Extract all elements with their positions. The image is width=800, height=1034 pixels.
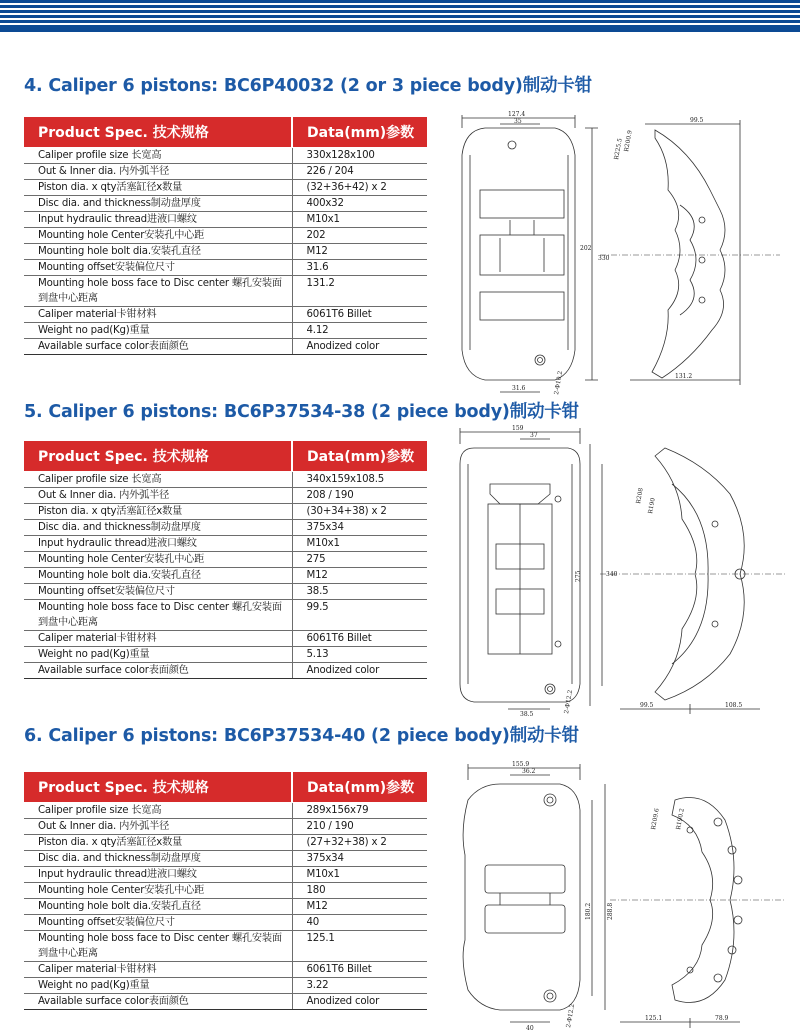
spec-value: 375x34 xyxy=(292,520,427,536)
spec-label: Mounting offset安装偏位尺寸 xyxy=(24,260,292,276)
dim-label: 108.5 xyxy=(725,702,743,709)
table-row xyxy=(24,568,427,584)
spec-label: Mounting hole boss face to Disc center 螺孔安装面到盘中心距离 xyxy=(24,931,292,962)
spec-label: Available surface color表面颜色 xyxy=(24,994,292,1010)
dim-label: 99.5 xyxy=(690,117,704,124)
spec-value: 6061T6 Billet xyxy=(292,962,427,978)
spec-label: Mounting hole Center安装孔中心距 xyxy=(24,883,292,899)
spec-label: Piston dia. x qty活塞缸径x数量 xyxy=(24,835,292,851)
table-row xyxy=(24,276,427,307)
technical-drawing xyxy=(440,110,795,400)
table-row xyxy=(24,520,427,536)
spec-label: Disc dia. and thickness制动盘厚度 xyxy=(24,520,292,536)
table-row xyxy=(24,803,427,819)
dim-label: R200.9 xyxy=(623,129,634,153)
spec-header: Product Spec. 技术规格 xyxy=(24,117,292,148)
spec-label: Available surface color表面颜色 xyxy=(24,339,292,355)
spec-label: Input hydraulic thread进液口螺纹 xyxy=(24,212,292,228)
table-row xyxy=(24,536,427,552)
spec-value: 400x32 xyxy=(292,196,427,212)
table-row xyxy=(24,228,427,244)
dim-label: 159 xyxy=(512,425,524,432)
dim-label: 78.9 xyxy=(715,1015,729,1022)
spec-table-header xyxy=(24,441,427,472)
dim-label: 125.1 xyxy=(645,1015,663,1022)
spec-label: Caliper material卡钳材料 xyxy=(24,307,292,323)
table-row xyxy=(24,962,427,978)
spec-label: Piston dia. x qty活塞缸径x数量 xyxy=(24,180,292,196)
data-header: Data(mm)参数 xyxy=(292,772,427,803)
spec-table-header xyxy=(24,772,427,803)
table-row xyxy=(24,978,427,994)
spec-value: Anodized color xyxy=(292,994,427,1010)
spec-label: Out & Inner dia. 内外弧半径 xyxy=(24,488,292,504)
spec-value: 180 xyxy=(292,883,427,899)
spec-header: Product Spec. 技术规格 xyxy=(24,441,292,472)
spec-table xyxy=(24,441,427,679)
dim-label: R190 xyxy=(647,497,657,515)
dim-label: 131.2 xyxy=(675,373,693,380)
spec-label: Out & Inner dia. 内外弧半径 xyxy=(24,164,292,180)
technical-drawing xyxy=(440,424,795,719)
dim-label: 40 xyxy=(526,1025,534,1032)
spec-label: Out & Inner dia. 内外弧半径 xyxy=(24,819,292,835)
spec-label: Mounting hole bolt dia.安装孔直径 xyxy=(24,899,292,915)
spec-value: 99.5 xyxy=(292,600,427,631)
spec-label: Mounting hole boss face to Disc center 螺孔安装面到盘中心距离 xyxy=(24,276,292,307)
table-row xyxy=(24,504,427,520)
table-row xyxy=(24,244,427,260)
spec-value: 202 xyxy=(292,228,427,244)
dim-label: 127.4 xyxy=(508,111,526,118)
spec-label: Disc dia. and thickness制动盘厚度 xyxy=(24,851,292,867)
spec-table-header xyxy=(24,117,427,148)
spec-label: Input hydraulic thread进液口螺纹 xyxy=(24,536,292,552)
spec-label: Input hydraulic thread进液口螺纹 xyxy=(24,867,292,883)
spec-label: Weight no pad(Kg)重量 xyxy=(24,323,292,339)
spec-value: M12 xyxy=(292,899,427,915)
table-row xyxy=(24,600,427,631)
data-header: Data(mm)参数 xyxy=(292,117,427,148)
spec-label: Disc dia. and thickness制动盘厚度 xyxy=(24,196,292,212)
table-row xyxy=(24,915,427,931)
dim-label: 288.8 xyxy=(607,902,614,920)
top-header-bar xyxy=(0,0,800,30)
table-row xyxy=(24,307,427,323)
dim-label: R225.5 xyxy=(613,137,624,161)
spec-value: 226 / 204 xyxy=(292,164,427,180)
table-row xyxy=(24,212,427,228)
table-row xyxy=(24,260,427,276)
table-row xyxy=(24,883,427,899)
dim-label: 35 xyxy=(514,118,522,125)
table-row xyxy=(24,584,427,600)
spec-header: Product Spec. 技术规格 xyxy=(24,772,292,803)
spec-value: 38.5 xyxy=(292,584,427,600)
table-row xyxy=(24,631,427,647)
spec-label: Caliper material卡钳材料 xyxy=(24,631,292,647)
data-header: Data(mm)参数 xyxy=(292,441,427,472)
technical-drawing xyxy=(440,760,795,1032)
section-title: 5. Caliper 6 pistons: BC6P37534-38 (2 piece body)制动卡钳 xyxy=(24,402,579,422)
spec-label: Caliper profile size 长宽高 xyxy=(24,472,292,488)
spec-label: Mounting offset安装偏位尺寸 xyxy=(24,584,292,600)
dim-label: 202 xyxy=(580,245,592,252)
spec-value: 3.22 xyxy=(292,978,427,994)
spec-label: Available surface color表面颜色 xyxy=(24,663,292,679)
table-row xyxy=(24,867,427,883)
caliper-drawing xyxy=(440,110,795,400)
table-row xyxy=(24,851,427,867)
spec-value: M10x1 xyxy=(292,867,427,883)
spec-table xyxy=(24,117,427,355)
spec-value: 375x34 xyxy=(292,851,427,867)
table-row xyxy=(24,323,427,339)
spec-value: 275 xyxy=(292,552,427,568)
spec-label: Mounting offset安装偏位尺寸 xyxy=(24,915,292,931)
dim-label: 31.6 xyxy=(512,385,526,392)
spec-label: Weight no pad(Kg)重量 xyxy=(24,647,292,663)
spec-label: Piston dia. x qty活塞缸径x数量 xyxy=(24,504,292,520)
spec-label: Mounting hole Center安装孔中心距 xyxy=(24,552,292,568)
dim-label: 38.5 xyxy=(520,711,534,718)
spec-value: M10x1 xyxy=(292,212,427,228)
table-row xyxy=(24,835,427,851)
section-title: 6. Caliper 6 pistons: BC6P37534-40 (2 piece body)制动卡钳 xyxy=(24,726,579,746)
dimension-labels xyxy=(508,111,704,395)
spec-value: 131.2 xyxy=(292,276,427,307)
spec-value: 208 / 190 xyxy=(292,488,427,504)
table-row xyxy=(24,488,427,504)
dim-label: 2-Φ12.2 xyxy=(563,689,575,715)
dim-label: 330 xyxy=(598,255,610,262)
spec-value: 5.13 xyxy=(292,647,427,663)
table-row xyxy=(24,931,427,962)
spec-value: M10x1 xyxy=(292,536,427,552)
spec-value: M12 xyxy=(292,244,427,260)
dim-label: 36.2 xyxy=(522,768,536,775)
spec-value: 340x159x108.5 xyxy=(292,472,427,488)
spec-label: Mounting hole boss face to Disc center 螺孔安装面到盘中心距离 xyxy=(24,600,292,631)
section-title: 4. Caliper 6 pistons: BC6P40032 (2 or 3 piece body)制动卡钳 xyxy=(24,76,592,96)
table-row xyxy=(24,148,427,164)
table-row xyxy=(24,994,427,1010)
spec-value: 6061T6 Billet xyxy=(292,307,427,323)
spec-value: 289x156x79 xyxy=(292,803,427,819)
table-row xyxy=(24,164,427,180)
spec-label: Mounting hole bolt dia.安装孔直径 xyxy=(24,244,292,260)
dim-label: R208 xyxy=(635,487,645,505)
table-row xyxy=(24,647,427,663)
dim-label: 340 xyxy=(606,571,618,578)
spec-value: Anodized color xyxy=(292,339,427,355)
spec-label: Weight no pad(Kg)重量 xyxy=(24,978,292,994)
spec-label: Caliper material卡钳材料 xyxy=(24,962,292,978)
dim-label: R190.2 xyxy=(675,807,686,831)
spec-label: Mounting hole bolt dia.安装孔直径 xyxy=(24,568,292,584)
dim-label: 99.5 xyxy=(640,702,654,709)
dim-label: 275 xyxy=(575,570,582,582)
spec-label: Caliper profile size 长宽高 xyxy=(24,148,292,164)
spec-label: Mounting hole Center安装孔中心距 xyxy=(24,228,292,244)
table-row xyxy=(24,819,427,835)
spec-value: 210 / 190 xyxy=(292,819,427,835)
table-row xyxy=(24,339,427,355)
spec-value: 4.12 xyxy=(292,323,427,339)
spec-value: 40 xyxy=(292,915,427,931)
table-row xyxy=(24,663,427,679)
dim-label: 37 xyxy=(530,432,538,439)
spec-value: 31.6 xyxy=(292,260,427,276)
spec-value: 125.1 xyxy=(292,931,427,962)
dim-label: 155.9 xyxy=(512,761,530,768)
spec-value: M12 xyxy=(292,568,427,584)
table-row xyxy=(24,472,427,488)
spec-value: (32+36+42) x 2 xyxy=(292,180,427,196)
caliper-drawing xyxy=(440,424,795,719)
caliper-drawing xyxy=(440,760,795,1032)
dim-label: 2-Φ12.2 xyxy=(565,1003,577,1029)
table-row xyxy=(24,552,427,568)
spec-value: 330x128x100 xyxy=(292,148,427,164)
spec-table xyxy=(24,772,427,1010)
table-row xyxy=(24,180,427,196)
spec-value: (30+34+38) x 2 xyxy=(292,504,427,520)
table-row xyxy=(24,899,427,915)
table-row xyxy=(24,196,427,212)
dim-label: 180.2 xyxy=(585,902,592,920)
spec-value: 6061T6 Billet xyxy=(292,631,427,647)
spec-label: Caliper profile size 长宽高 xyxy=(24,803,292,819)
dim-label: R209.6 xyxy=(650,807,661,831)
spec-value: (27+32+38) x 2 xyxy=(292,835,427,851)
spec-value: Anodized color xyxy=(292,663,427,679)
dim-label: 2-Φ10.2 xyxy=(553,370,565,396)
